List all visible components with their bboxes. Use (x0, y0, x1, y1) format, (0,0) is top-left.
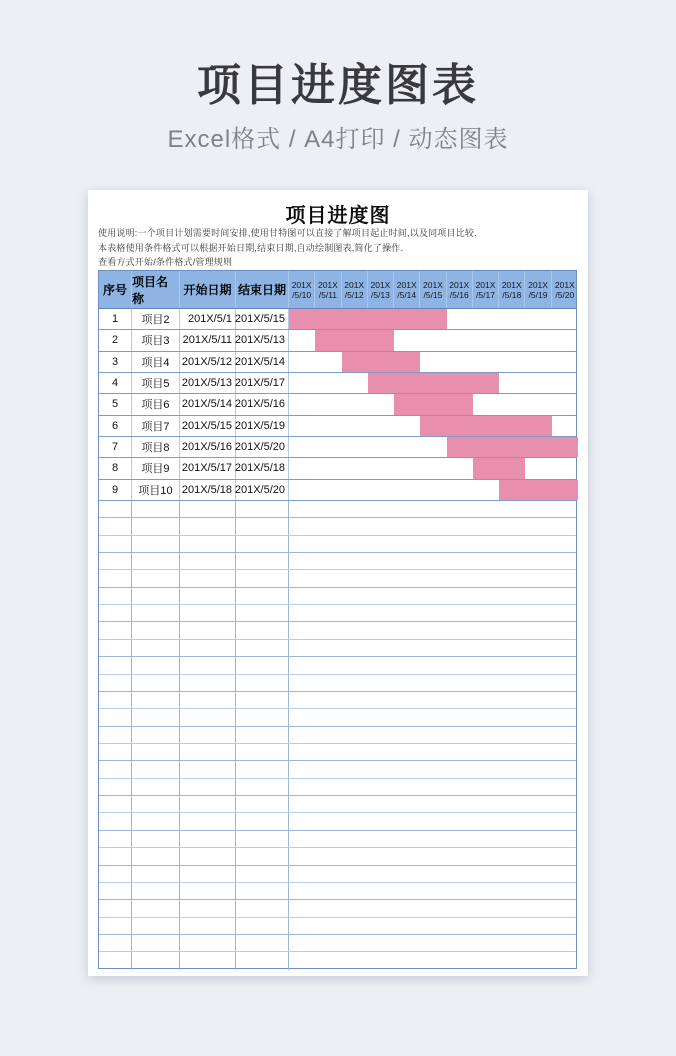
empty-cell (99, 779, 132, 795)
instruction-line: 本表格使用条件格式可以根据开始日期,结束日期,自动绘制图表,简化了操作. (98, 242, 404, 253)
empty-row (99, 640, 576, 657)
empty-cell (289, 744, 576, 760)
empty-cell (132, 709, 180, 725)
row-index-cell: 8 (99, 458, 132, 478)
empty-cell (180, 501, 236, 517)
empty-cell (99, 536, 132, 552)
instruction-line: 查看方式开始/条件格式/管理规则 (98, 257, 233, 267)
empty-row (99, 588, 576, 605)
empty-cell (132, 779, 180, 795)
gantt-area (289, 458, 576, 478)
table-row (99, 458, 576, 479)
empty-row (99, 553, 576, 570)
empty-row (99, 761, 576, 778)
empty-cell (132, 761, 180, 777)
empty-cell (289, 935, 576, 951)
empty-cell (289, 761, 576, 777)
project-name-cell: 项目5 (132, 373, 180, 393)
gantt-table (98, 270, 577, 969)
empty-row (99, 501, 576, 518)
empty-cell (289, 692, 576, 708)
project-name-cell: 项目9 (132, 458, 180, 478)
sheet-title: 项目进度图 (285, 205, 391, 227)
table-row (99, 480, 576, 501)
empty-cell (236, 918, 289, 934)
date-header-bottom: /5/14 (397, 289, 417, 300)
empty-cell (99, 918, 132, 934)
empty-cell (289, 622, 576, 638)
empty-row (99, 900, 576, 917)
empty-cell (236, 848, 289, 864)
empty-cell (180, 866, 236, 882)
header-cell-1: 项目名称 (132, 271, 180, 308)
empty-cell (236, 536, 289, 552)
empty-cell (180, 536, 236, 552)
empty-cell (99, 588, 132, 604)
empty-row (99, 796, 576, 813)
date-header-cell (473, 271, 499, 308)
empty-cell (236, 831, 289, 847)
date-header-bottom: /5/13 (370, 289, 390, 300)
end-date-cell: 201X/5/17 (236, 373, 289, 393)
table-data-rows (99, 309, 576, 501)
empty-row (99, 709, 576, 726)
gantt-bar (289, 309, 447, 329)
end-date-cell: 201X/5/20 (236, 480, 289, 500)
project-name-cell: 项目4 (132, 352, 180, 372)
empty-cell (180, 570, 236, 586)
start-date-cell: 201X/5/14 (180, 394, 236, 414)
date-header-top: 201X (370, 279, 391, 290)
empty-cell (289, 518, 576, 534)
empty-cell (289, 588, 576, 604)
empty-cell (132, 848, 180, 864)
empty-cell (99, 657, 132, 673)
empty-row (99, 536, 576, 553)
table-row (99, 373, 576, 394)
date-header-cell (447, 271, 473, 308)
empty-cell (236, 675, 289, 691)
end-date-cell: 201X/5/19 (236, 416, 289, 436)
date-header-bottom: /5/11 (318, 289, 338, 300)
empty-cell (180, 744, 236, 760)
empty-cell (289, 675, 576, 691)
date-header-bottom: /5/19 (528, 289, 548, 300)
empty-cell (180, 657, 236, 673)
date-header-bottom: /5/16 (449, 289, 469, 300)
gantt-bar (368, 373, 499, 393)
empty-cell (99, 744, 132, 760)
empty-cell (132, 605, 180, 621)
date-header-cell (342, 271, 368, 308)
end-date-cell: 201X/5/14 (236, 352, 289, 372)
empty-cell (180, 848, 236, 864)
empty-row (99, 657, 576, 674)
empty-cell (289, 570, 576, 586)
empty-cell (132, 570, 180, 586)
empty-cell (180, 952, 236, 969)
date-header-cell (368, 271, 394, 308)
page-title: 项目进度图表 (197, 61, 479, 110)
date-header-top: 201X (449, 279, 470, 290)
end-date-cell: 201X/5/13 (236, 330, 289, 350)
row-index-cell: 1 (99, 309, 132, 329)
empty-cell (180, 779, 236, 795)
empty-cell (99, 727, 132, 743)
empty-cell (132, 501, 180, 517)
start-date-cell: 201X/5/13 (180, 373, 236, 393)
date-header-cell (315, 271, 341, 308)
empty-row (99, 744, 576, 761)
empty-cell (180, 553, 236, 569)
date-header-bottom: /5/18 (502, 289, 522, 300)
date-header-bottom: /5/12 (344, 289, 364, 300)
start-date-cell: 201X/5/11 (180, 330, 236, 350)
row-index-cell: 4 (99, 373, 132, 393)
empty-cell (289, 952, 576, 969)
table-row (99, 416, 576, 437)
date-header-cell (420, 271, 446, 308)
empty-cell (99, 605, 132, 621)
row-index-cell: 7 (99, 437, 132, 457)
empty-cell (236, 883, 289, 899)
empty-cell (289, 657, 576, 673)
empty-cell (132, 675, 180, 691)
date-header-top: 201X (528, 279, 548, 290)
project-name-cell: 项目6 (132, 394, 180, 414)
empty-row (99, 779, 576, 796)
empty-cell (236, 605, 289, 621)
empty-cell (132, 553, 180, 569)
empty-row (99, 883, 576, 900)
empty-cell (289, 727, 576, 743)
gantt-bar (315, 330, 394, 350)
row-index-cell: 9 (99, 480, 132, 500)
table-empty-rows (99, 501, 576, 970)
empty-cell (236, 657, 289, 673)
end-date-cell: 201X/5/20 (236, 437, 289, 457)
empty-cell (180, 605, 236, 621)
empty-cell (236, 709, 289, 725)
empty-cell (99, 796, 132, 812)
empty-cell (289, 866, 576, 882)
empty-cell (180, 588, 236, 604)
empty-cell (132, 640, 180, 656)
table-row (99, 330, 576, 351)
date-header-cell (499, 271, 525, 308)
empty-cell (99, 935, 132, 951)
gantt-area (289, 480, 576, 500)
empty-cell (99, 848, 132, 864)
date-header-top: 201X (475, 279, 496, 290)
empty-cell (99, 761, 132, 777)
empty-cell (236, 570, 289, 586)
empty-cell (99, 553, 132, 569)
date-header-top: 201X (554, 279, 575, 290)
empty-cell (180, 796, 236, 812)
empty-cell (132, 588, 180, 604)
date-header-top: 201X (396, 279, 417, 290)
empty-cell (289, 709, 576, 725)
date-header-cell (394, 271, 420, 308)
gantt-bar (447, 437, 578, 457)
start-date-cell: 201X/5/12 (180, 352, 236, 372)
empty-cell (99, 900, 132, 916)
gantt-area (289, 330, 576, 350)
empty-cell (236, 779, 289, 795)
gantt-area (289, 416, 576, 436)
empty-cell (236, 761, 289, 777)
date-header-bottom: /5/15 (423, 289, 443, 300)
empty-cell (180, 831, 236, 847)
empty-row (99, 727, 576, 744)
empty-cell (132, 918, 180, 934)
empty-cell (132, 831, 180, 847)
start-date-cell: 201X/5/18 (180, 480, 236, 500)
empty-cell (180, 640, 236, 656)
project-name-cell: 项目3 (132, 330, 180, 350)
page-subtitle: Excel格式 / A4打印 / 动态图表 (167, 125, 509, 153)
empty-cell (132, 883, 180, 899)
empty-cell (99, 692, 132, 708)
date-header-bottom: /5/10 (292, 289, 312, 300)
project-name-cell: 项目7 (132, 416, 180, 436)
empty-row (99, 622, 576, 639)
empty-cell (236, 900, 289, 916)
empty-row (99, 518, 576, 535)
empty-row (99, 831, 576, 848)
date-header-cell (552, 271, 578, 308)
date-header-top: 201X (344, 279, 365, 290)
empty-cell (289, 848, 576, 864)
empty-cell (289, 831, 576, 847)
date-header-top: 201X (501, 279, 522, 290)
empty-row (99, 952, 576, 969)
empty-cell (289, 900, 576, 916)
empty-cell (289, 918, 576, 934)
table-header-row (99, 271, 576, 309)
empty-cell (289, 779, 576, 795)
table-row (99, 394, 576, 415)
start-date-cell: 201X/5/17 (180, 458, 236, 478)
empty-row (99, 692, 576, 709)
empty-cell (132, 866, 180, 882)
project-name-cell: 项目10 (132, 480, 180, 500)
date-header-cell (525, 271, 551, 308)
empty-cell (236, 813, 289, 829)
start-date-cell: 201X/5/16 (180, 437, 236, 457)
empty-cell (236, 692, 289, 708)
empty-cell (289, 553, 576, 569)
empty-cell (180, 709, 236, 725)
start-date-cell: 201X/5/15 (180, 416, 236, 436)
empty-cell (236, 727, 289, 743)
empty-row (99, 675, 576, 692)
empty-cell (99, 570, 132, 586)
end-date-cell: 201X/5/18 (236, 458, 289, 478)
empty-cell (99, 518, 132, 534)
date-header-bottom: /5/17 (476, 289, 495, 300)
empty-cell (132, 935, 180, 951)
gantt-area (289, 437, 576, 457)
instruction-line: 使用说明:一个项目计划需要时间安排,使用甘特图可以直接了解项目起止时间,以及同项目比较. (98, 228, 477, 238)
date-header-top: 201X (291, 279, 312, 290)
empty-cell (236, 640, 289, 656)
empty-cell (236, 796, 289, 812)
row-index-cell: 3 (99, 352, 132, 372)
empty-row (99, 813, 576, 830)
empty-cell (132, 622, 180, 638)
empty-cell (132, 518, 180, 534)
start-date-cell: 201X/5/1 (180, 309, 236, 329)
empty-row (99, 935, 576, 952)
empty-cell (236, 588, 289, 604)
empty-cell (132, 727, 180, 743)
row-index-cell: 6 (99, 416, 132, 436)
gantt-bar (499, 480, 578, 500)
date-header-top: 201X (317, 279, 338, 290)
table-row (99, 309, 576, 330)
empty-row (99, 918, 576, 935)
empty-row (99, 570, 576, 587)
table-row (99, 352, 576, 373)
empty-cell (236, 518, 289, 534)
gantt-bar (473, 458, 526, 478)
usage-instructions (98, 226, 578, 270)
header-cell-3: 结束日期 (236, 271, 289, 308)
empty-cell (180, 935, 236, 951)
empty-cell (289, 813, 576, 829)
date-header-bottom: /5/20 (555, 289, 575, 300)
empty-cell (180, 675, 236, 691)
empty-cell (180, 518, 236, 534)
empty-cell (180, 727, 236, 743)
empty-cell (289, 640, 576, 656)
empty-cell (132, 796, 180, 812)
empty-cell (180, 761, 236, 777)
empty-cell (180, 883, 236, 899)
date-header-top: 201X (423, 279, 443, 290)
end-date-cell: 201X/5/15 (236, 309, 289, 329)
gantt-bar (394, 394, 473, 414)
empty-cell (289, 501, 576, 517)
empty-cell (132, 813, 180, 829)
table-row (99, 437, 576, 458)
project-name-cell: 项目2 (132, 309, 180, 329)
empty-cell (99, 501, 132, 517)
empty-cell (99, 883, 132, 899)
empty-cell (180, 622, 236, 638)
empty-cell (180, 900, 236, 916)
empty-cell (180, 918, 236, 934)
gantt-bar (342, 352, 421, 372)
empty-cell (289, 796, 576, 812)
empty-cell (289, 883, 576, 899)
empty-cell (132, 657, 180, 673)
project-name-cell: 项目8 (132, 437, 180, 457)
row-index-cell: 5 (99, 394, 132, 414)
empty-cell (180, 692, 236, 708)
empty-cell (132, 744, 180, 760)
gantt-area (289, 394, 576, 414)
excel-sheet-preview (88, 190, 588, 976)
row-index-cell: 2 (99, 330, 132, 350)
empty-cell (99, 675, 132, 691)
empty-row (99, 848, 576, 865)
empty-cell (236, 501, 289, 517)
empty-cell (99, 640, 132, 656)
empty-cell (132, 692, 180, 708)
gantt-area (289, 309, 576, 329)
empty-cell (132, 900, 180, 916)
end-date-cell: 201X/5/16 (236, 394, 289, 414)
empty-cell (132, 952, 180, 969)
empty-cell (236, 553, 289, 569)
empty-cell (236, 952, 289, 969)
empty-cell (99, 866, 132, 882)
empty-row (99, 605, 576, 622)
empty-row (99, 866, 576, 883)
empty-cell (289, 536, 576, 552)
empty-cell (99, 813, 132, 829)
header-cell-0: 序号 (99, 271, 132, 308)
empty-cell (289, 605, 576, 621)
empty-cell (236, 935, 289, 951)
gantt-bar (420, 416, 551, 436)
page-header (0, 0, 676, 154)
empty-cell (99, 831, 132, 847)
empty-cell (132, 536, 180, 552)
header-cell-2: 开始日期 (180, 271, 236, 308)
empty-cell (180, 813, 236, 829)
empty-cell (236, 866, 289, 882)
gantt-area (289, 373, 576, 393)
gantt-area (289, 352, 576, 372)
empty-cell (236, 622, 289, 638)
empty-cell (99, 709, 132, 725)
empty-cell (99, 622, 132, 638)
empty-cell (99, 952, 132, 969)
date-header-cell (289, 271, 315, 308)
empty-cell (236, 744, 289, 760)
